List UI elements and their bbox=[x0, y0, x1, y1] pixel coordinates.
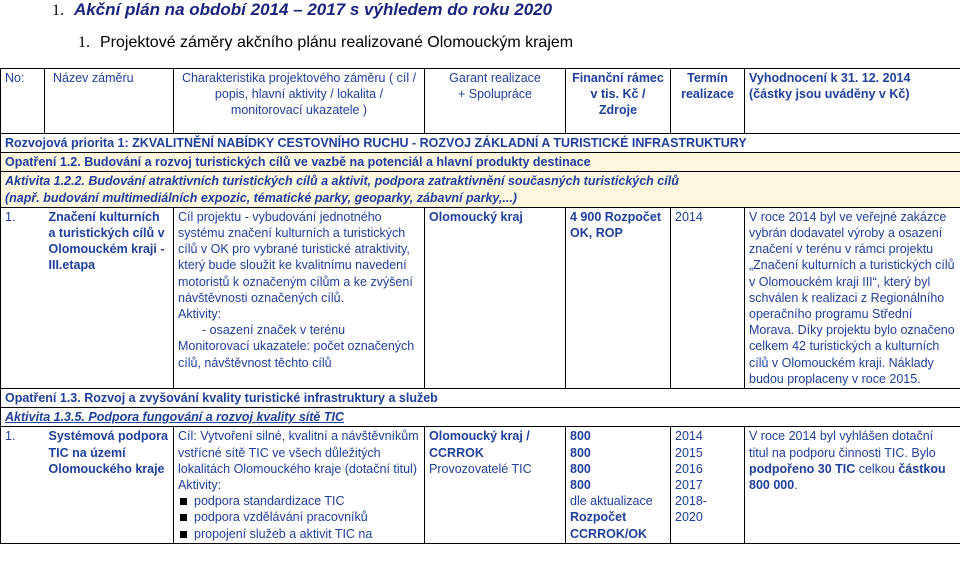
table-row bbox=[1, 427, 960, 543]
measure-1-3-text: Opatření 1.3. Rozvoj a zvyšování kvality turistické infrastruktury a služeb bbox=[1, 389, 960, 408]
row1-description bbox=[174, 207, 425, 388]
heading-2-text: Projektové záměry akčního plánu realizované Olomouckým krajem bbox=[100, 34, 574, 51]
measure-row bbox=[1, 389, 960, 408]
row2-guarantor-line2: CCRROK bbox=[429, 445, 484, 460]
activity-1-3-5-text: Aktivita 1.3.5. Podpora fungování a rozvoj kvality sítě TIC bbox=[1, 408, 960, 427]
row2-guarantor-line1: Olomoucký kraj / bbox=[429, 429, 530, 444]
row2-eval-bold1: podpořeno 30 TIC bbox=[749, 461, 856, 476]
row2-finance-line: Rozpočet bbox=[570, 510, 627, 525]
row1-desc-main: Cíl projektu - vybudování jednotného systému značení kulturních a turistických cílů v OK pro vybrané turistické atraktivity, který bude sloužit ke kvalitnímu navedení motoristů k označeným cílům a ke zvýšení návštěvnosti označených cílů. bbox=[178, 209, 413, 305]
row2-guarantor bbox=[425, 427, 566, 543]
row2-activity-list bbox=[178, 493, 420, 542]
row2-term-line: 2015 bbox=[675, 445, 703, 460]
row2-no: 1. bbox=[1, 427, 45, 543]
row2-finance bbox=[566, 427, 671, 543]
activity-1-2-2-line2: (např. budování multimediálních expozic, tématické parky, geoparky, zábavní parky,...) bbox=[5, 190, 517, 205]
row1-desc-item: - osazení značek v terénu bbox=[202, 323, 346, 338]
row2-eval-mid: celkou bbox=[855, 461, 899, 476]
row2-eval-suffix: . bbox=[794, 478, 798, 493]
heading-1-number: 1. bbox=[52, 2, 64, 19]
list-item: propojení služeb a aktivit TIC na bbox=[194, 526, 420, 542]
row2-description bbox=[174, 427, 425, 543]
row1-name: Značení kulturních a turistických cílů v Olomouckém kraji - III.etapa bbox=[45, 207, 174, 388]
table-row bbox=[1, 207, 960, 388]
header-guarantor-rest: + Spolupráce bbox=[457, 87, 532, 102]
header-finance: Finanční rámec v tis. Kč / Zdroje bbox=[566, 69, 671, 134]
activity-1-2-2 bbox=[1, 172, 960, 207]
activity-row bbox=[1, 172, 960, 207]
list-item: podpora standardizace TIC bbox=[194, 493, 420, 509]
header-guarantor bbox=[425, 69, 566, 134]
heading-1-text: Akční plán na období 2014 – 2017 s výhledem do roku 2020 bbox=[74, 0, 553, 19]
row2-term-line: 2014 bbox=[675, 429, 703, 444]
row2-finance-line: 800 bbox=[570, 429, 591, 444]
row2-finance-line: 800 bbox=[570, 445, 591, 460]
heading-2 bbox=[78, 34, 573, 52]
row2-term bbox=[671, 427, 745, 543]
row2-term-line: 2016 bbox=[675, 461, 703, 476]
row2-evaluation bbox=[745, 427, 960, 543]
row2-eval-prefix: V roce 2014 byl vyhlášen dotační titul na podporu činnosti TIC. Bylo bbox=[749, 429, 936, 460]
row2-term-line: 2018- bbox=[675, 494, 707, 509]
row2-desc-goal: Cíl: Vytvoření silné, kvalitní a návštěvníkům vstřícné sítě TIC ve všech důležitých lokalitách Olomouckého kraje (dotační titul) bbox=[178, 429, 419, 476]
row1-no: 1. bbox=[1, 207, 45, 388]
row2-finance-line: CCRROK/OK bbox=[570, 526, 648, 541]
header-term: Termín realizace bbox=[671, 69, 745, 134]
activity-row bbox=[1, 408, 960, 427]
activity-1-2-2-line1: Aktivita 1.2.2. Budování atraktivních turistických cílů a aktivit, podpora zatraktivnění současných turistických cílů bbox=[5, 174, 679, 189]
row1-guarantor: Olomoucký kraj bbox=[425, 207, 566, 388]
header-no: No: bbox=[1, 69, 45, 134]
row2-name: Systémová podpora TIC na území Olomouckého kraje bbox=[45, 427, 174, 543]
row1-term: 2014 bbox=[671, 207, 745, 388]
row2-finance-line: 800 bbox=[570, 461, 591, 476]
row2-finance-line: dle aktualizace bbox=[570, 494, 653, 509]
projects-table bbox=[0, 68, 960, 544]
header-guarantor-bold: Garant realizace bbox=[449, 71, 541, 85]
row1-desc-monitor: Monitorovací ukazatele: počet označených cílů, návštěvnost těchto cílů bbox=[178, 339, 415, 370]
priority-text: Rozvojová priorita 1: ZKVALITNĚNÍ NABÍDKY CESTOVNÍHO RUCHU - ROZVOJ ZÁKLADNÍ A TURISTICKÉ INFRASTRUKTURY bbox=[1, 134, 960, 153]
list-item: podpora vzdělávání pracovníků bbox=[194, 509, 420, 525]
row2-guarantor-line3: Provozovatelé TIC bbox=[429, 461, 532, 476]
header-evaluation: Vyhodnocení k 31. 12. 2014 (částky jsou uváděny v Kč) bbox=[745, 69, 960, 134]
header-characteristic: Charakteristika projektového záměru ( cíl / popis, hlavní aktivity / lokalita / monitorovací ukazatele ) bbox=[174, 69, 425, 134]
row2-term-line: 2017 bbox=[675, 478, 703, 493]
row2-eval-bold2: částkou 800 000 bbox=[749, 461, 946, 493]
row1-finance: 4 900 Rozpočet OK, ROP bbox=[566, 207, 671, 388]
table-header-row bbox=[1, 69, 960, 134]
header-name: Název záměru bbox=[45, 69, 174, 134]
heading-2-number: 1. bbox=[78, 34, 90, 51]
heading-1 bbox=[52, 0, 552, 20]
row2-finance-line: 800 bbox=[570, 478, 591, 493]
row1-desc-activities: Aktivity: bbox=[178, 307, 222, 322]
row2-term-line: 2020 bbox=[675, 510, 703, 525]
measure-row bbox=[1, 153, 960, 172]
row2-desc-activities: Aktivity: bbox=[178, 478, 222, 493]
measure-1-2-text: Opatření 1.2. Budování a rozvoj turistických cílů ve vazbě na potenciál a hlavní produkty destinace bbox=[1, 153, 960, 172]
priority-row bbox=[1, 134, 960, 153]
row1-evaluation: V roce 2014 byl ve veřejné zakázce vybrán dodavatel výroby a osazení značení v terénu v rámci projektu „Značení kulturních a turistických cílů v Olomouckém kraji III“, který byl schválen k realizaci z Regionálního operačního programu Střední Morava. Díky projektu bylo označeno celkem 42 turistických a kulturních cílů v Olomouckém kraji. Náklady budou proplaceny v roce 2015. bbox=[745, 207, 960, 388]
